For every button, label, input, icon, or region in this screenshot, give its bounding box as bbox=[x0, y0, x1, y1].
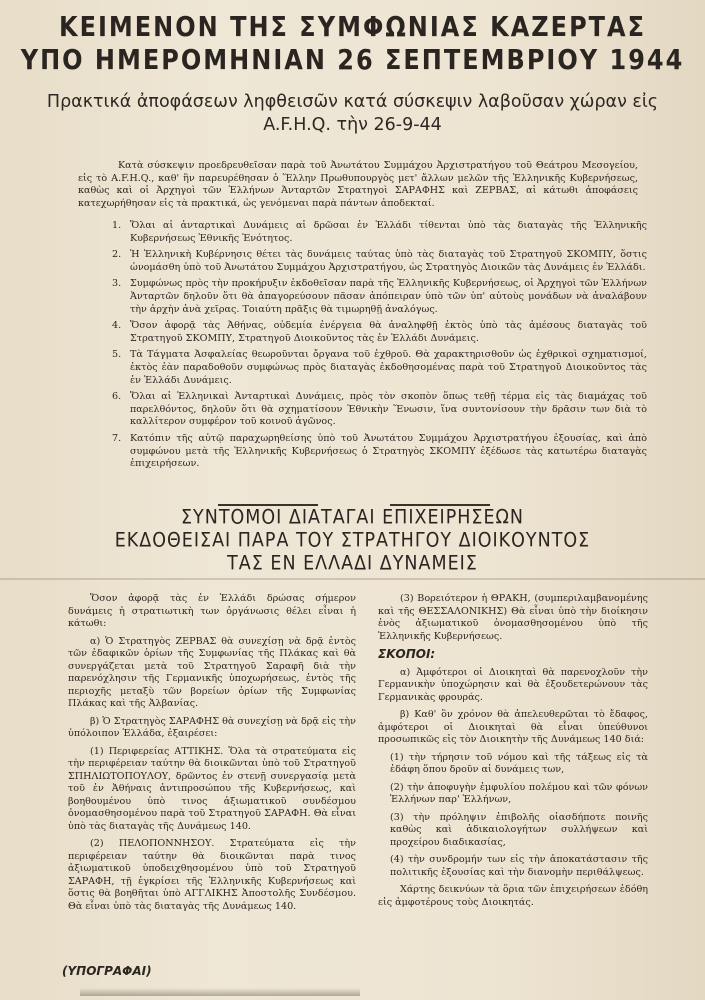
item-number: 4. bbox=[112, 320, 122, 332]
right-paragraph: β) Καθ' ὃν χρόνον θὰ ἀπελευθερῶται τὸ ἔδαφος, ἀμφότεροι οἱ Διοικηταὶ θὰ εἶναι ὑπεύθυνοι προσωπικῶς εἰς τὸν Διοικητὴν τῆς Δυνάμεως 140 διά: bbox=[378, 709, 648, 745]
objectives-heading: ΣΚΟΠΟΙ: bbox=[378, 647, 436, 661]
list-item bbox=[112, 249, 647, 274]
right-paragraph: α) Ἀμφότεροι οἱ Διοικηταὶ θὰ παρενοχλοῦν τὴν Γερμανικὴν ὑποχώρησιν καὶ θὰ ἐξουδετερώνουν τὰς Γερμανικὰς φρουράς. bbox=[378, 666, 648, 703]
intro-paragraph: Κατὰ σύσκεψιν προεδρευθεῖσαν παρὰ τοῦ Ἀνωτάτου Συμμάχου Ἀρχιστρατήγου τοῦ Θεάτρου Μεσογείου, εἰς τὸ A.F.H.Q., καθ' ἣν παρευρέθησαν ὁ Ἕλλην Πρωθυπουργὸς μετ' ἄλλων μελῶν τῆς Ἑλληνικῆς Κυβερνήσεως, καθὼς καὶ οἱ Ἀρχηγοὶ τῶν Ἑλλήνων Ἀνταρτῶν Στρατηγοὶ ΣΑΡΑΦΗΣ καὶ ΖΕΡΒΑΣ, αἱ κάτωθι ἀποφάσεις κατεχωρήθησαν εἰς τὰ πρακτικά, ὡς γενόμεναι παρὰ πάντων ἀποδεκταί. bbox=[78, 160, 638, 209]
right-paragraph: (3) τὴν πρόληψιν ἐπιβολῆς οἱασδήποτε ποινῆς καθὼς καὶ ἀδικαιολογήτων συλλήψεων καὶ προχείρου διαδικασίας, bbox=[390, 811, 648, 848]
signatures-heading: (ΥΠΟΓΡΑΦΑΙ) bbox=[62, 964, 152, 978]
left-paragraph: (2) ΠΕΛΟΠΟΝΝΗΣΟΥ. Στρατεύματα εἰς τὴν περιφέρειαν ταύτην θὰ διοικῶνται παρὰ τινος ἀξιωματικοῦ ὑποδειχθησομένου ὑπὸ τοῦ Στρατηγοῦ ΣΑΡΑΦΗ, τῇ ἐγκρίσει τῆς Ἑλληνικῆς Κυβερνήσεως καὶ ὅστις θὰ βοηθῆται ὑπὸ ΑΓΓΛΙΚΗΣ Ἀποστολῆς Συνδέσμου. Θὰ εἶναι ὑπὸ τὰς διαταγὰς τῆς Δυνάμεως 140. bbox=[68, 838, 356, 912]
list-item bbox=[112, 320, 647, 345]
item-number: 3. bbox=[112, 278, 122, 290]
left-paragraph: (1) Περιφερείας ΑΤΤΙΚΗΣ. Ὅλα τὰ στρατεύματα εἰς τὴν περιφέρειαν ταύτην θὰ διοικῶνται ὑπὸ τοῦ Στρατηγοῦ ΣΠΗΛΙΩΤΟΠΟΥΛΟΥ, δρῶντος ἐν στενῇ συνεργασίᾳ μετὰ τοῦ ἐν Ἀθήναις ἀντιπροσώπου τῆς Κυβερνήσεως, καὶ βοηθουμένου ὑπὸ τινος ἀξιωματικοῦ συνδέσμου ὀνομασθησομένου παρὰ τοῦ Στρατηγοῦ ΣΑΡΑΦΗ. Θὰ εἶναι ὑπὸ τὰς διαταγὰς τῆς Δυνάμεως 140. bbox=[68, 745, 356, 832]
right-column bbox=[378, 593, 648, 914]
divider-right bbox=[390, 504, 490, 506]
section-title-line2: ΕΚΔΟΘΕΙΣΑΙ ΠΑΡΑ ΤΟΥ ΣΤΡΑΤΗΓΟΥ ΔΙΟΙΚΟΥΝΤΟΣ bbox=[114, 529, 591, 552]
divider-left bbox=[218, 504, 318, 506]
cut-off-text-edge bbox=[80, 988, 360, 996]
list-item bbox=[112, 278, 647, 316]
list-item bbox=[112, 220, 647, 245]
list-item bbox=[112, 391, 647, 429]
right-paragraph: (3) Βορειότερον ἡ ΘΡΑΚΗ, (συμπεριλαμβανομένης καὶ τῆς ΘΕΣΣΑΛΟΝΙΚΗΣ) Θὰ εἶναι ὑπὸ τὴν διοίκησιν ἑνὸς ἀξιωματικοῦ ὀνομασθησομένου ὑπὸ τῆς Ἑλληνικῆς Κυβερνήσεως. bbox=[378, 593, 648, 642]
left-paragraph: α) Ὁ Στρατηγὸς ΖΕΡΒΑΣ θὰ συνεχίσῃ νὰ δρᾷ ἐντὸς τῶν ἐδαφικῶν ὁρίων τῆς Συμφωνίας τῆς Πλάκας καὶ θὰ συνεργάζεται μετὰ τοῦ Στρατηγοῦ Σαραφῆ διὰ τὴν παρενόχλησιν τῆς Γερμανικῆς ὑποχωρήσεως, ἐντὸς τῆς περιοχῆς μεταξὺ τῶν βορείων ὁρίων τῆς Συμφωνίας Πλάκας καὶ τῆς Ἀλβανίας. bbox=[68, 635, 356, 709]
item-text: Ὅσον ἀφορᾷ τὰς Ἀθήνας, οὐδεμία ἐνέργεια θὰ ἀναληφθῇ ἐκτὸς ὑπὸ τὰς ἀμέσους διαταγὰς τοῦ Στρατηγοῦ ΣΚΟΜΠΥ, Στρατηγοῦ Διοικοῦντος τὰς ἐν Ἑλλάδι Δυνάμεις. bbox=[130, 320, 647, 344]
item-text: Ὅλαι αἱ ἀνταρτικαὶ Δυνάμεις αἱ δρῶσαι ἐν Ἑλλάδι τίθενται ὑπὸ τὰς διαταγὰς τῆς Ἑλληνικῆς Κυβερνήσεως Ἐθνικῆς Ἑνότητος. bbox=[130, 220, 647, 244]
item-text: Συμφώνως πρὸς τὴν προκήρυξιν ἐκδοθεῖσαν παρὰ τῆς Ἑλληνικῆς Κυβερνήσεως, οἱ Ἀρχηγοὶ τῶν Ἑλλήνων Ἀνταρτῶν δηλοῦν ὅτι θὰ ἀπαγορεύσουν πᾶσαν ἀπόπειραν ὑπὸ τῶν ὑπ' αὐτοὺς μονάδων νὰ ἀναλάβουν τὴν ἀρχὴν ἀνὰ χεῖρας. Τοιαύτη πρᾶξις θὰ τιμωρηθῇ ἀναλόγως. bbox=[130, 278, 647, 315]
item-text: Τὰ Τάγματα Ἀσφαλείας θεωροῦνται ὄργανα τοῦ ἐχθροῦ. Θὰ χαρακτηρισθοῦν ὡς ἐχθρικοὶ σχηματισμοί, ἐκτὸς ἐὰν παραδοθοῦν συμφώνως πρὸς διαταγὰς ἐκδοθησομένας παρὰ τοῦ Στρατηγοῦ Διοικοῦντος τὰς ἐν Ἑλλάδι Δυνάμεις. bbox=[130, 349, 647, 386]
section-title bbox=[0, 507, 705, 576]
decisions-list bbox=[112, 220, 647, 475]
right-paragraph: (1) τὴν τήρησιν τοῦ νόμου καὶ τῆς τάξεως εἰς τὰ ἐδάφη ὅπου δροῦν αἱ δυνάμεις των, bbox=[390, 751, 648, 775]
list-item bbox=[112, 433, 647, 471]
right-paragraph: (2) τὴν ἀποφυγὴν ἐμφυλίου πολέμου καὶ τῶν φόνων Ἑλλήνων παρ' Ἑλλήνων, bbox=[390, 781, 648, 805]
item-number: 6. bbox=[112, 391, 122, 403]
list-item bbox=[112, 349, 647, 387]
item-text: Κατόπιν τῆς αὐτῷ παραχωρηθείσης ὑπὸ τοῦ Ἀνωτάτου Συμμάχου Ἀρχιστρατήγου ἐξουσίας, καὶ ἀπὸ συμφώνου μετὰ τῆς Ἑλληνικῆς Κυβερνήσεως ὁ Στρατηγὸς ΣΚΟΜΠΥ ἐξέδωσε τὰς κατωτέρω διαταγὰς ἐπιχειρήσεων. bbox=[130, 432, 647, 470]
right-paragraph: (4) τὴν συνδρομήν των εἰς τὴν ἀποκατάστασιν τῆς πολιτικῆς ἐξουσίας καὶ τὴν διανομὴν περιθάλψεως. bbox=[390, 854, 648, 878]
left-paragraph: Ὅσον ἀφορᾷ τὰς ἐν Ἑλλάδι δρώσας σήμερον δυνάμεις ἡ στρατιωτικὴ των ὀργάνωσις θέλει εἶναι ἡ κάτωθι: bbox=[68, 593, 356, 629]
item-text: Ἡ Ἑλληνικὴ Κυβέρνησις θέτει τὰς δυνάμεις ταύτας ὑπὸ τὰς διαταγὰς τοῦ Στρατηγοῦ ΣΚΟΜΠΥ, ὅστις ὠνομάσθη ὑπὸ τοῦ Ἀνωτάτου Συμμάχου Ἀρχιστρατήγου, ὡς Στρατηγὸς Διοικῶν τὰς Δυνάμεις ἐν Ἑλλάδι. bbox=[130, 249, 647, 273]
section-title-line1: ΣΥΝΤΟΜΟΙ ΔΙΑΤΑΓΑΙ ΕΠΙΧΕΙΡΗΣΕΩΝ bbox=[181, 506, 524, 529]
item-number: 2. bbox=[112, 249, 122, 261]
left-paragraph: β) Ὁ Στρατηγὸς ΣΑΡΑΦΗΣ θὰ συνεχίσῃ νὰ δρᾷ εἰς τὴν ὑπόλοιπον Ἑλλάδα, ἐξαιρέσει: bbox=[68, 715, 356, 739]
section-title-line3: ΤΑΣ ΕΝ ΕΛΛΑΔΙ ΔΥΝΑΜΕΙΣ bbox=[227, 553, 478, 576]
document-title-line2: ΥΠΟ ΗΜΕΡΟΜΗΝΙΑΝ 26 ΣΕΠΤΕΜΒΡΙΟΥ 1944 bbox=[20, 43, 685, 77]
document-subtitle: Πρακτικά ἀποφάσεων ληφθεισῶν κατά σύσκεψιν λαβοῦσαν χώραν εἰς A.F.H.Q. τὴν 26-9-44 bbox=[46, 92, 659, 135]
right-paragraph: Χάρτης δεικνύων τὰ ὅρια τῶν ἐπιχειρήσεων ἐδόθη εἰς ἀμφοτέρους τοὺς Διοικητάς. bbox=[378, 884, 648, 908]
item-text: Ὅλαι αἱ Ἑλληνικαὶ Ἀνταρτικαὶ Δυνάμεις, πρὸς τὸν σκοπὸν ὅπως τεθῇ τέρμα εἰς τὰς διαμάχας τοῦ παρελθόντος, δηλοῦν ὅτι θὰ σχηματίσουν Ἐθνικὴν Ἕνωσιν, ἵνα συντονίσουν τὴν δρᾶσιν των διὰ τὸ καλλίτερον συμφέρον τοῦ κοινοῦ ἀγῶνος. bbox=[130, 391, 647, 428]
item-number: 7. bbox=[112, 432, 122, 444]
item-number: 5. bbox=[112, 349, 122, 361]
document-title-line1: ΚΕΙΜΕΝΟΝ ΤΗΣ ΣΥΜΦΩΝΙΑΣ ΚΑΖΕΡΤΑΣ bbox=[58, 10, 647, 44]
left-column bbox=[68, 593, 356, 918]
item-number: 1. bbox=[112, 220, 122, 231]
paper-fold bbox=[0, 578, 705, 580]
